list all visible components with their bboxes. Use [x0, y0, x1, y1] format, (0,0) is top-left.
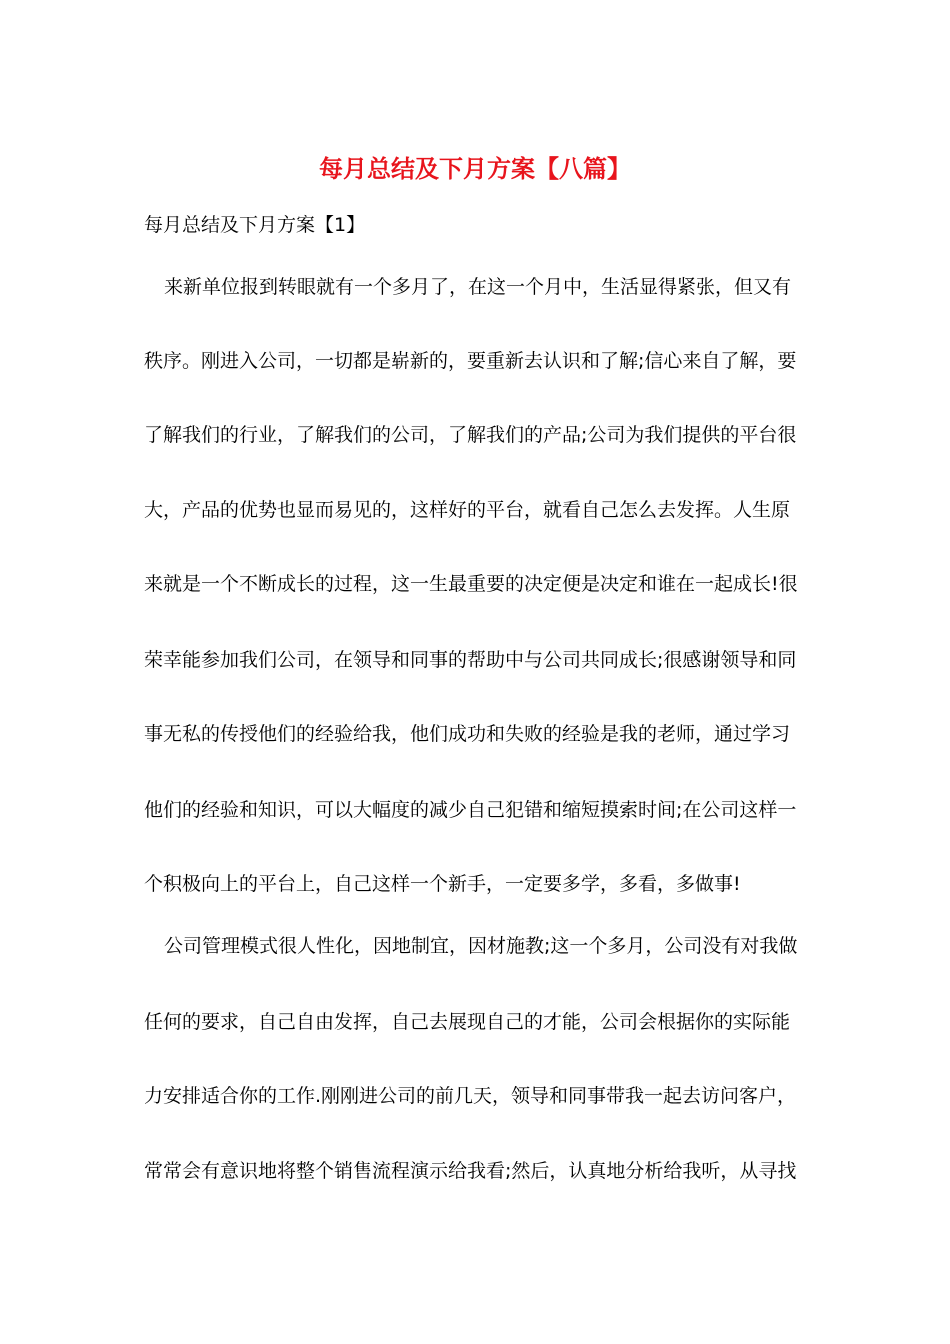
document-title: 每月总结及下月方案【八篇】 [319, 155, 631, 183]
paragraph-line: 个积极向上的平台上，自己这样一个新手，一定要多学，多看，多做事! [144, 873, 741, 895]
section-heading: 每月总结及下月方案【1】 [144, 214, 366, 236]
paragraph-line: 常常会有意识地将整个销售流程演示给我看;然后，认真地分析给我听，从寻找 [144, 1160, 797, 1182]
paragraph-line: 力安排适合你的工作.刚刚进公司的前几天，领导和同事带我一起去访问客户， [144, 1085, 797, 1107]
paragraph-line: 来就是一个不断成长的过程，这一生最重要的决定便是决定和谁在一起成长!很 [144, 573, 798, 595]
paragraph-line: 荣幸能参加我们公司，在领导和同事的帮助中与公司共同成长;很感谢领导和同 [144, 649, 797, 671]
paragraph-line: 任何的要求，自己自由发挥，自己去展现自己的才能，公司会根据你的实际能 [144, 1011, 791, 1033]
paragraph-line: 公司管理模式很人性化，因地制宜，因材施教;这一个多月，公司没有对我做 [164, 935, 798, 957]
paragraph-line: 事无私的传授他们的经验给我，他们成功和失败的经验是我的老师，通过学习 [144, 723, 791, 745]
paragraph-line: 了解我们的行业，了解我们的公司，了解我们的产品;公司为我们提供的平台很 [144, 424, 797, 446]
paragraph-line: 他们的经验和知识，可以大幅度的减少自己犯错和缩短摸索时间;在公司这样一 [144, 799, 797, 821]
paragraph-line: 秩序。刚进入公司，一切都是崭新的，要重新去认识和了解;信心来自了解，要 [144, 350, 797, 372]
paragraph-line: 大，产品的优势也显而易见的，这样好的平台，就看自己怎么去发挥。人生原 [144, 499, 791, 521]
paragraph-line: 来新单位报到转眼就有一个多月了，在这一个月中，生活显得紧张，但又有 [164, 276, 792, 298]
